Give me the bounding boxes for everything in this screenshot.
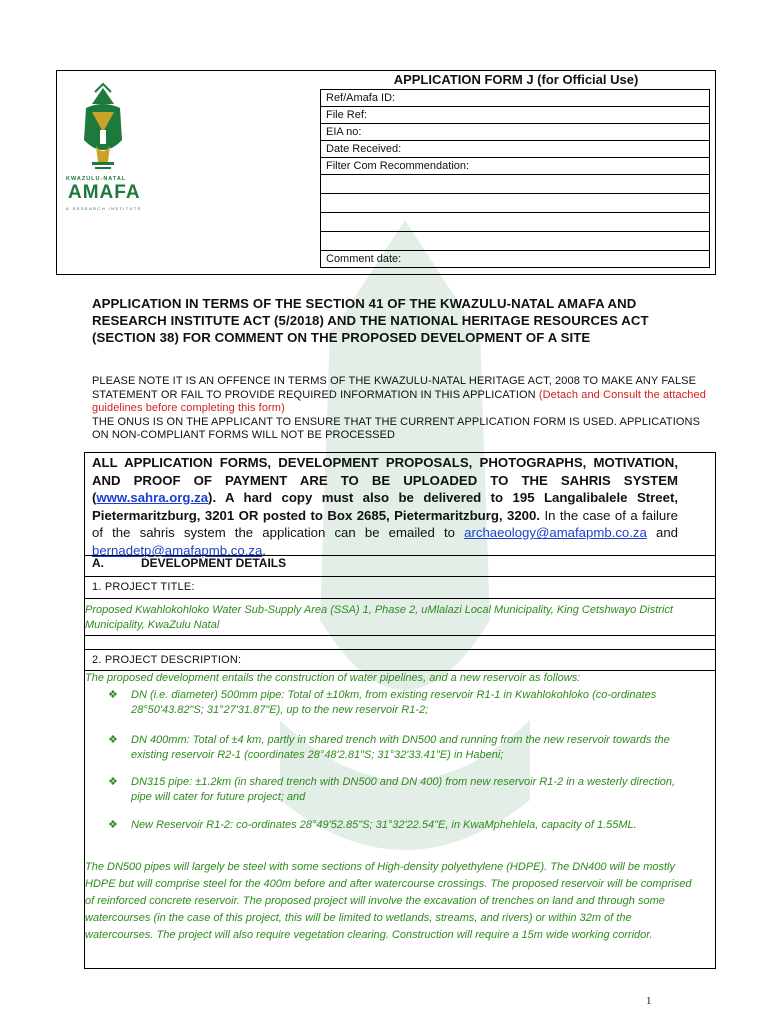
description-intro[interactable]: The proposed development entails the construction of water pipelines, and a new reservoir as follows: (85, 672, 581, 684)
logo-text-line3: & RESEARCH INSTITUTE (66, 206, 142, 211)
description-paragraph[interactable]: The DN500 pipes will largely be steel with some sections of High-density polyethylene (HDPE). The DN400 will be mostly HDPE but will comprise steel for the 400m before and after watercourse crossings. The proposed reservoir will be comprised of reinforced concrete reservoir. The proposed project will involve the excavation of trenches on land and through some watercourses (in the case of this project, this will be limited to wetlands, streams, and rivers) or within 32m of the watercourses. The project will also require vegetation clearing. Construction will require a 15m wide working corridor. (85, 861, 692, 941)
hard-copy-text: ). A hard copy must also be delivered to 195 Langalibalele Street, Pietermaritzburg, 3201 OR posted to Box 2685, Pietermaritzburg, 3200. (92, 490, 678, 523)
diamond-bullet-icon: ❖ (108, 689, 118, 701)
diamond-bullet-icon: ❖ (108, 776, 118, 788)
field-ref-amafa-id[interactable]: Ref/Amafa ID: (321, 90, 710, 107)
field-filter-com-recommendation[interactable]: Filter Com Recommendation: (321, 158, 710, 175)
logo-text-line2: AMAFA (68, 182, 141, 203)
list-item (108, 775, 688, 804)
diamond-bullet-icon: ❖ (108, 734, 118, 746)
recommendation-line[interactable] (321, 194, 710, 213)
recommendation-line[interactable] (321, 213, 710, 232)
period-text: . (262, 542, 266, 558)
bullet-text: New Reservoir R1-2: co-ordinates 28°49'52.85"S; 31°32'22.54"E, in KwaMphehlela, capacity of 1.55ML. (131, 819, 637, 831)
and-text: and (646, 525, 678, 541)
offence-notice (92, 375, 712, 443)
amafa-logo (62, 82, 144, 222)
field-eia-no[interactable]: EIA no: (321, 124, 710, 141)
official-form-title: APPLICATION FORM J (for Official Use) (393, 72, 639, 87)
field-file-ref[interactable]: File Ref: (321, 107, 710, 124)
onus-text: THE ONUS IS ON THE APPLICANT TO ENSURE THAT THE CURRENT APPLICATION FORM IS USED. APPLICATIONS ON NON-COMPLIANT FORMS WILL NOT BE PROCESSED (92, 415, 701, 441)
guidelines-note: (Detach and Consult the attached guidelines before completing this form) (92, 388, 706, 414)
page-number: 1 (646, 995, 652, 1007)
row-divider (84, 649, 716, 650)
diamond-bullet-icon: ❖ (108, 819, 118, 831)
email-bernadetp-link[interactable]: bernadetp@amafapmb.co.za (92, 542, 263, 558)
upload-bold-text: ALL APPLICATION FORMS, DEVELOPMENT PROPOSALS, PHOTOGRAPHS, MOTIVATION, AND PROOF OF PAYMENT ARE TO BE UPLOADED TO THE SAHRIS SYSTEM ( (92, 455, 678, 506)
email-fallback-text: In the case of a failure of the sahris system the application can be emailed to (92, 507, 678, 541)
list-item (108, 688, 688, 717)
section-title: DEVELOPMENT DETAILS (141, 556, 287, 570)
project-title-label: 1. PROJECT TITLE: (92, 581, 195, 593)
bullet-text: DN 400mm: Total of ±4 km, partly in shared trench with DN500 and running from the new reservoir towards the existing reservoir R2-1 (coordinates 28°48'2.81"S; 31°32'33.41"E) in Habeni; (131, 734, 670, 761)
project-title-value[interactable]: Proposed Kwahlokohloko Water Sub-Supply Area (SSA) 1, Phase 2, uMlalazi Local Municipality, King Cetshwayo District Municipality, KwaZulu Natal (85, 604, 673, 631)
sahra-link[interactable]: www.sahra.org.za (96, 490, 209, 506)
recommendation-line[interactable] (321, 232, 710, 251)
email-archaeology-link[interactable]: archaeology@amafapmb.co.za (464, 525, 647, 541)
list-item (108, 818, 688, 833)
notice-text: PLEASE NOTE IT IS AN OFFENCE IN TERMS OF THE KWAZULU-NATAL HERITAGE ACT, 2008 TO MAKE ANY FALSE STATEMENT OR FAIL TO PROVIDE REQUIRED INFORMATION IN THIS APPLICATION (92, 375, 697, 401)
official-use-table (320, 89, 710, 268)
bullet-text: DN (i.e. diameter) 500mm pipe: Total of ±10km, from existing reservoir R1-1 in Kwahlokohloko (co-ordinates 28°50'43.82"S; 31°27'31.87"E), up to the new reservoir R1-2; (131, 689, 657, 716)
list-item (108, 733, 688, 762)
upload-instructions (92, 454, 678, 560)
field-date-received[interactable]: Date Received: (321, 141, 710, 158)
bullet-text: DN315 pipe: ±1.2km (in shared trench with DN500 and DN 400) from new reservoir R1-2 in a westerly direction, pipe will cater for future project; and (131, 776, 676, 803)
row-divider (84, 576, 716, 577)
section-letter: A. (92, 556, 104, 570)
project-description-label: 2. PROJECT DESCRIPTION: (92, 654, 242, 666)
row-divider (84, 670, 716, 671)
row-divider (84, 968, 716, 969)
row-divider (84, 635, 716, 636)
row-divider (84, 598, 716, 599)
logo-text-line1: KWAZULU-NATAL (66, 176, 127, 182)
application-title: APPLICATION IN TERMS OF THE SECTION 41 OF THE KWAZULU-NATAL AMAFA AND RESEARCH INSTITUTE ACT (5/2018) AND THE NATIONAL HERITAGE RESOURCES ACT (SECTION 38) FOR COMMENT ON THE PROPOSED DEVELOPMENT OF A SITE (92, 296, 649, 345)
recommendation-line[interactable] (321, 175, 710, 194)
field-comment-date[interactable]: Comment date: (321, 251, 710, 268)
